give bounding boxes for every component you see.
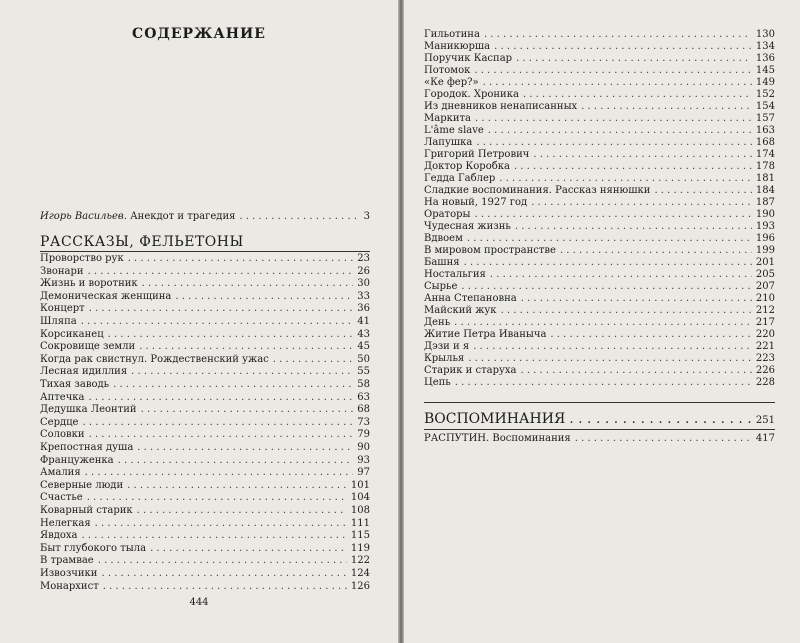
toc-entry-page: 26 [357,265,370,277]
toc-entry-page: 136 [755,53,775,64]
toc-entry-title: Маркита [424,113,472,124]
toc-entry-page: 178 [755,161,775,172]
toc-entry-title: Житие Петра Иваныча [424,329,547,340]
toc-entry-title: Демоническая женщина [40,290,172,302]
intro-page: 3 [363,211,370,222]
toc-entry-title: Сладкие воспоминания. Рассказ нянюшки [424,185,651,196]
toc-entry-page: 115 [350,530,370,542]
toc-entry-page: 43 [357,328,370,340]
section-rule [424,402,775,403]
toc-entry-title: Городок. Хроника [424,89,519,100]
toc-entry-page: 226 [755,365,775,376]
toc-entry-page: 157 [755,113,775,124]
toc-entry-page: 36 [357,303,370,315]
toc-entry-page: 163 [755,125,775,136]
toc-entry-title: Сердце [40,416,79,428]
toc-entry-page: 97 [357,467,370,479]
toc-entry-title: Явдоха [40,530,78,542]
toc-entry-page: 119 [350,542,370,554]
rasputin-page: 417 [755,433,775,444]
toc-entry-title: L'âme slave [424,125,484,136]
toc-entry-title: Звонари [40,265,84,277]
toc-entry-title: Ностальгия [424,269,486,280]
toc-entry-page: 154 [755,101,775,112]
toc-entry-page: 41 [357,316,370,327]
toc-entry-title: Тихая заводь [40,379,110,390]
contents-heading: СОДЕРЖАНИЕ [132,26,266,42]
toc-entry-title: На новый, 1927 год [424,197,528,208]
toc-entry-title: Лесная идиллия [40,366,128,378]
rasputin-entry [424,432,775,446]
toc-entry-page: 220 [755,329,775,340]
toc-entry-title: Амалия [40,467,81,479]
toc-entry-title: Корсиканец [40,328,104,340]
intro-author: Игорь Васильев. [40,211,127,222]
memoirs-title: ВОСПОМИНАНИЯ [424,411,566,427]
toc-entry-page: 126 [350,580,370,592]
toc-entry-page: 58 [357,379,370,390]
toc-entry-title: Майский жук [424,305,497,316]
intro-entry [40,210,370,224]
toc-entry-page: 104 [350,492,370,504]
toc-entry-title: Доктор Коробка [424,161,510,172]
toc-entry-page: 122 [350,555,370,567]
toc-entry-page: 145 [755,65,775,76]
toc-entry-page: 193 [755,221,775,232]
toc-entry-page: 79 [357,429,370,441]
toc-entry-title: Вдвоем [424,233,463,244]
toc-entry-title: Француженка [40,454,114,466]
toc-entry-title: Цепь [424,377,451,388]
right-page [404,0,800,643]
toc-entry-title: Дедушка Леонтий [40,404,137,416]
toc-entry-title: В трамвае [40,555,94,567]
toc-entry-page: 134 [755,41,775,52]
intro-title-wrap [40,210,235,224]
toc-entry-page: 190 [755,209,775,220]
toc-entry-title: «Ке фер?» [424,77,479,88]
toc-entry-title: День [424,317,451,328]
memoirs-entry [424,410,775,428]
section-rule [424,429,775,430]
toc-entry-page: 130 [755,29,775,40]
leader-dots [455,376,752,390]
toc-entry-page: 149 [755,77,775,88]
toc-entry-page: 221 [755,341,775,352]
toc-entry-page: 196 [755,233,775,244]
toc-entry-title: Концерт [40,303,85,315]
toc-entry-title: Ораторы [424,209,471,220]
toc-entry-page: 181 [755,173,775,184]
toc-entry-page: 93 [357,454,370,466]
toc-entry-page: 108 [350,505,370,516]
toc-entry-title: Гильотина [424,29,480,40]
toc-entry-page: 101 [350,479,370,491]
toc-entry-page: 30 [357,278,370,290]
toc-entry-page: 90 [357,442,370,453]
toc-entry-title: Проворство рук [40,253,124,264]
memoirs-page: 251 [755,415,775,426]
toc-entry-title: Шляпа [40,316,77,327]
toc-entry-page: 152 [755,89,775,100]
toc-entry-page: 45 [357,341,370,353]
toc-entry-page: 210 [755,293,775,304]
toc-entry-title: Башня [424,257,460,268]
toc-entry-title: В мировом пространстве [424,245,556,256]
toc-entry-title: Старик и старуха [424,365,517,376]
toc-entry-title: Григорий Петрович [424,149,530,160]
toc-entry-title: Поручик Каспар [424,53,513,64]
toc-entry-page: 184 [755,185,775,196]
toc-entry-title: Монархист [40,580,99,592]
toc-entry-page: 187 [755,197,775,208]
toc-entry-title: Сырье [424,281,458,292]
toc-entry-title: Потомок [424,65,471,76]
toc-entry-title: Чудесная жизнь [424,221,511,232]
toc-entry-page: 63 [357,391,370,403]
stories-section-title: РАССКАЗЫ, ФЕЛЬЕТОНЫ [40,234,244,250]
toc-entry-page: 124 [350,568,370,579]
leader-dots [575,432,752,446]
toc-entry-title: Счастье [40,492,83,504]
leader-dots [239,210,359,224]
toc-entry-title: Крылья [424,353,465,364]
toc-entry-title: Нелегкая [40,517,91,529]
toc-entry-page: 68 [357,404,370,416]
toc-entry-title: Сокровище земли [40,341,136,353]
rasputin-title: РАСПУТИН. Воспоминания [424,433,571,444]
toc-entry-page: 223 [755,353,775,364]
toc-entry-title: Быт глубокого тыла [40,542,147,554]
left-page [0,0,398,643]
intro-title: Анекдот и трагедия [130,211,236,222]
toc-entry-page: 212 [755,305,775,316]
toc-entry-title: Маникюрша [424,41,491,52]
toc-entry-title: Анна Степановна [424,293,517,304]
toc-entry-page: 33 [357,290,370,302]
toc-entry-title: Аптечка [40,391,85,403]
toc-entry [40,580,370,594]
toc-entry-page: 50 [357,353,370,365]
toc-entry-title: Гедда Габлер [424,173,496,184]
toc-entry-title: Коварный старик [40,505,133,516]
toc-entry-title: Соловки [40,429,85,441]
toc-entry-title: Жизнь и воротник [40,278,138,290]
toc-entry-page: 168 [755,137,775,148]
leader-dots [103,580,347,594]
toc-entry-title: Северные люди [40,479,124,491]
toc-entry-page: 201 [755,257,775,268]
toc-entry-page: 111 [350,517,370,529]
toc-entry-page: 23 [357,253,370,264]
toc-entry-title: Когда рак свистнул. Рождественский ужас [40,353,269,365]
toc-entry-title: Извозчики [40,568,98,579]
toc-entry-title: Из дневников ненаписанных [424,101,578,112]
toc-entry-page: 217 [755,317,775,328]
toc-entry-page: 228 [755,377,775,388]
toc-entry-title: Крепостная душа [40,442,134,453]
toc-entry-page: 174 [755,149,775,160]
toc-entry-title: Лапушка [424,137,473,148]
toc-entry-title: Дэзи и я [424,341,470,352]
toc-entry-page: 73 [357,416,370,428]
toc-entry-page: 55 [357,366,370,378]
toc-entry-page: 207 [755,281,775,292]
toc-entry-page: 205 [755,269,775,280]
toc-entry [424,376,775,390]
leader-dots [569,410,752,428]
toc-entry-page: 199 [755,245,775,256]
page-number-left: 444 [189,597,209,608]
